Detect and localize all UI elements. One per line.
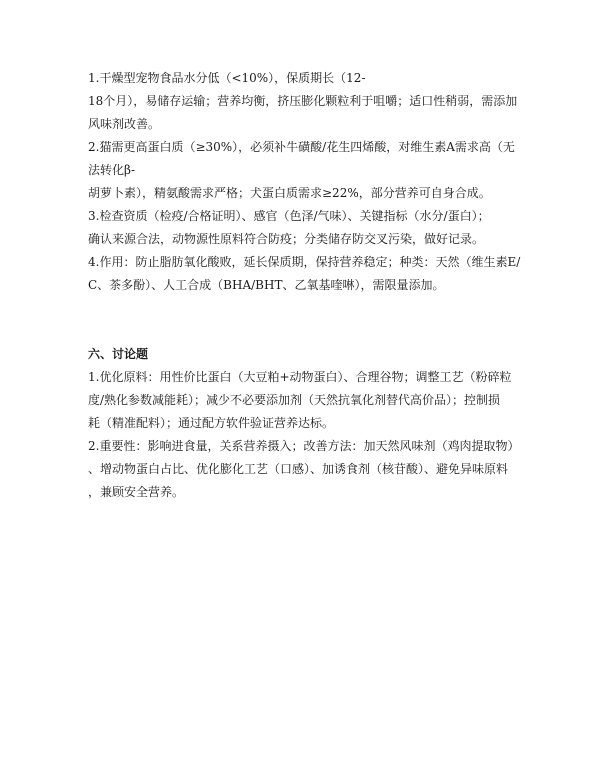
answer-1-line-2: 18个月），易储存运输；营养均衡，挤压膨化颗粒利于咀嚼；适口性稍弱，需添加 (88, 94, 518, 108)
answer-2-line-2: 法转化β- (88, 163, 135, 177)
discussion-1-line-1: 1.优化原料：用性价比蛋白（大豆粕+动物蛋白）、合理谷物；调整工艺（粉碎粒 (88, 370, 512, 384)
answer-3-line-1: 3.检查资质（检疫/合格证明）、感官（色泽/气味）、关键指标（水分/蛋白）； (88, 209, 490, 223)
discussion-2-line-2: 、增动物蛋白占比、优化膨化工艺（口感）、加诱食剂（核苷酸）、避免异味原料 (88, 462, 509, 476)
discussion-1-line-3: 耗（精准配料）；通过配方软件验证营养达标。 (88, 416, 335, 430)
discussion-section (88, 343, 528, 504)
answer-2-line-1: 2.猫需更高蛋白质（≥30%），必须补牛磺酸/花生四烯酸，对维生素A需求高（无 (88, 140, 515, 154)
answer-1-line-3: 风味剂改善。 (88, 117, 161, 131)
discussion-2-line-3: ，兼顾安全营养。 (88, 485, 185, 499)
answer-4-line-1: 4.作用：防止脂肪氧化酸败，延长保质期，保持营养稳定；种类：天然（维生素E/ (88, 255, 521, 269)
discussion-2-line-1: 2.重要性：影响进食量，关系营养摄入；改善方法：加天然风味剂（鸡肉提取物） (88, 439, 520, 453)
discussion-1-line-2: 度/熟化参数减能耗）；减少不必要添加剂（天然抗氧化剂替代高价品）；控制损 (88, 393, 501, 407)
answers-section (88, 67, 528, 297)
answer-1-line-1: 1.干燥型宠物食品水分低（<10%），保质期长（12- (88, 71, 366, 85)
section-heading: 六、讨论题 (88, 347, 149, 361)
answer-2-line-3: 胡萝卜素），精氨酸需求严格；犬蛋白质需求≥22%，部分营养可自身合成。 (88, 186, 491, 200)
answer-3-line-2: 确认来源合法，动物源性原料符合防疫；分类储存防交叉污染，做好记录。 (88, 232, 485, 246)
answer-4-line-2: C、茶多酚）、人工合成（BHA/BHT、乙氧基喹啉），需限量添加。 (88, 278, 445, 292)
